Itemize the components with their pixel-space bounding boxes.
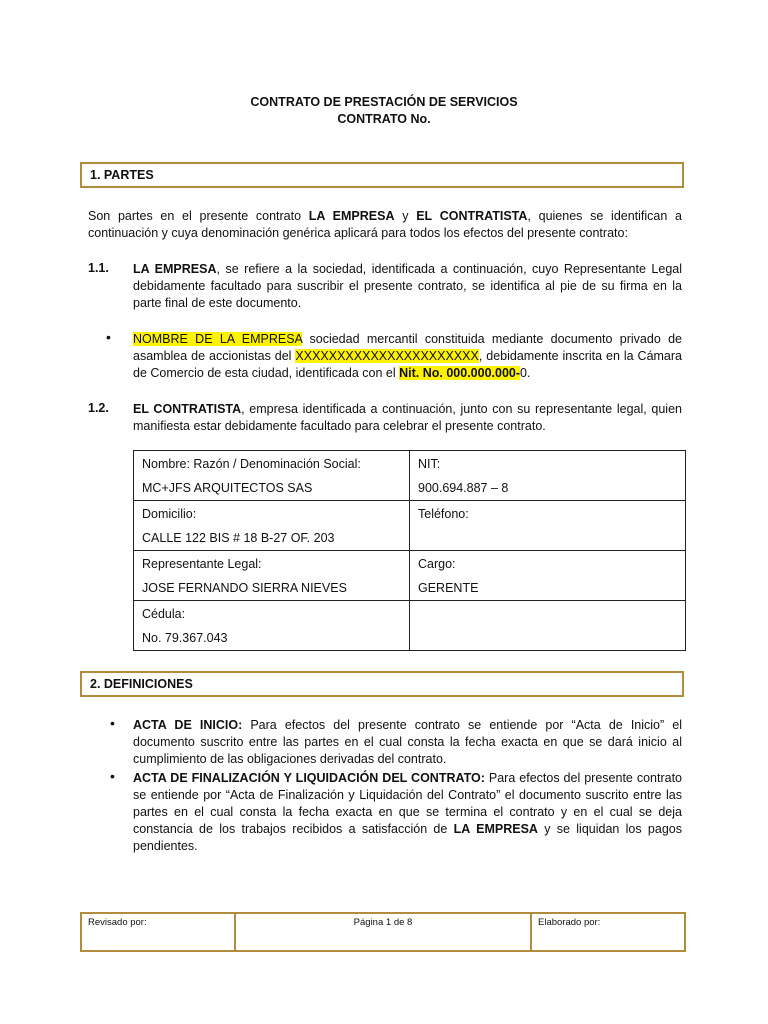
table-cell <box>410 601 686 651</box>
id-value: No. 79.367.043 <box>142 631 228 645</box>
item-1-1-text: , se refiere a la sociedad, identificada a continuación, cuyo Representante Legal debidamente facultado para suscribir el presente contrato, se identifica al pie de su firma en la parte final de este documento. <box>133 262 682 310</box>
def1-term: ACTA DE INICIO: <box>133 718 243 732</box>
definition-acta-finalizacion <box>133 770 682 855</box>
assembly-date-placeholder: XXXXXXXXXXXXXXXXXXXXXX <box>295 349 479 363</box>
legal-rep-value: JOSE FERNANDO SIERRA NIEVES <box>142 581 347 595</box>
table-row <box>134 601 686 651</box>
table-row <box>81 913 685 951</box>
name-value: MC+JFS ARQUITECTOS SAS <box>142 481 313 495</box>
name-label: Nombre: Razón / Denominación Social: <box>142 457 361 471</box>
intro-y: y <box>394 209 417 223</box>
company-name-placeholder: NOMBRE DE LA EMPRESA <box>133 332 303 346</box>
item-number-1-1: 1.1. <box>88 261 109 275</box>
table-cell <box>410 551 686 601</box>
address-value: CALLE 122 BIS # 18 B-27 OF. 203 <box>142 531 335 545</box>
bullet-dot: • <box>106 329 111 345</box>
def2-text: Para efectos del presente contrato se entiende por “Acta de Finalización y Liquidación del Contrato” el documento suscrito entre las partes en el cual consta la fecha exacta en que se termina el contrato y en el cual se deja constancia de los trabajos recibidos a satisfacción de <box>133 771 683 836</box>
nit-value: 900.694.887 – 8 <box>418 481 509 495</box>
table-cell <box>410 451 686 501</box>
item-1-1-paragraph <box>133 261 682 312</box>
item-number-1-2: 1.2. <box>88 401 109 415</box>
def1-text: Para efectos del presente contrato se entiende por “Acta de Inicio” el documento suscrito entre las partes en el cual consta la fecha exacta en que se dará inicio al cumplimiento de las obligaciones derivadas del contrato. <box>133 718 682 766</box>
intro-el-contratista: EL CONTRATISTA <box>416 209 528 223</box>
nit-placeholder: Nit. No. 000.000.000- <box>399 366 521 380</box>
intro-prefix: Son partes en el presente contrato <box>88 209 309 223</box>
reviewed-by-cell: Revisado por: <box>81 913 235 951</box>
bullet-dot: • <box>110 768 115 784</box>
bullet-text-1: sociedad mercantil constituida mediante documento privado de asamblea de accionistas del <box>133 332 682 363</box>
company-bullet-paragraph <box>133 331 682 382</box>
nit-label: NIT: <box>418 457 441 471</box>
item-1-2-text: , empresa identificada a continuación, junto con su representante legal, quien manifiesta estar debidamente facultado para celebrar el presente contrato. <box>133 402 682 433</box>
intro-paragraph <box>88 208 682 242</box>
item-1-1-bold: LA EMPRESA <box>133 262 217 276</box>
def2-term: ACTA DE FINALIZACIÓN Y LIQUIDACIÓN DEL CONTRATO: <box>133 771 485 785</box>
intro-la-empresa: LA EMPRESA <box>308 209 395 223</box>
page-number-cell: Página 1 de 8 <box>235 913 531 951</box>
table-cell <box>134 601 410 651</box>
table-row <box>134 451 686 501</box>
table-cell <box>134 551 410 601</box>
definition-acta-inicio <box>133 717 682 768</box>
footer-table <box>80 912 686 952</box>
table-cell <box>134 451 410 501</box>
legal-rep-label: Representante Legal: <box>142 557 262 571</box>
item-1-2-bold: EL CONTRATISTA <box>133 402 242 416</box>
prepared-by-cell: Elaborado por: <box>531 913 685 951</box>
def2-bold: LA EMPRESA <box>453 822 538 836</box>
contractor-info-table <box>133 450 686 651</box>
section-heading-definiciones: 2. DEFINICIONES <box>80 671 684 697</box>
document-title: CONTRATO DE PRESTACIÓN DE SERVICIOS <box>250 95 518 109</box>
table-cell <box>410 501 686 551</box>
section-heading-partes: 1. PARTES <box>80 162 684 188</box>
bullet-nit-end: 0. <box>520 366 531 380</box>
table-row <box>134 501 686 551</box>
id-label: Cédula: <box>142 607 186 621</box>
table-row <box>134 551 686 601</box>
item-1-2-paragraph <box>133 401 682 435</box>
phone-label: Teléfono: <box>418 507 469 521</box>
role-label: Cargo: <box>418 557 456 571</box>
def2-end: y se liquidan los pagos pendientes. <box>133 822 682 853</box>
bullet-dot: • <box>110 715 115 731</box>
role-value: GERENTE <box>418 581 479 595</box>
address-label: Domicilio: <box>142 507 197 521</box>
bullet-text-2: , debidamente inscrita en la Cámara de Comercio de esta ciudad, identificada con el <box>133 349 682 380</box>
intro-suffix: , quienes se identifican a continuación y cuya denominación genérica aplicará para todos los efectos del presente contrato: <box>88 209 683 240</box>
contract-number-title: CONTRATO No. <box>337 112 431 126</box>
table-cell <box>134 501 410 551</box>
